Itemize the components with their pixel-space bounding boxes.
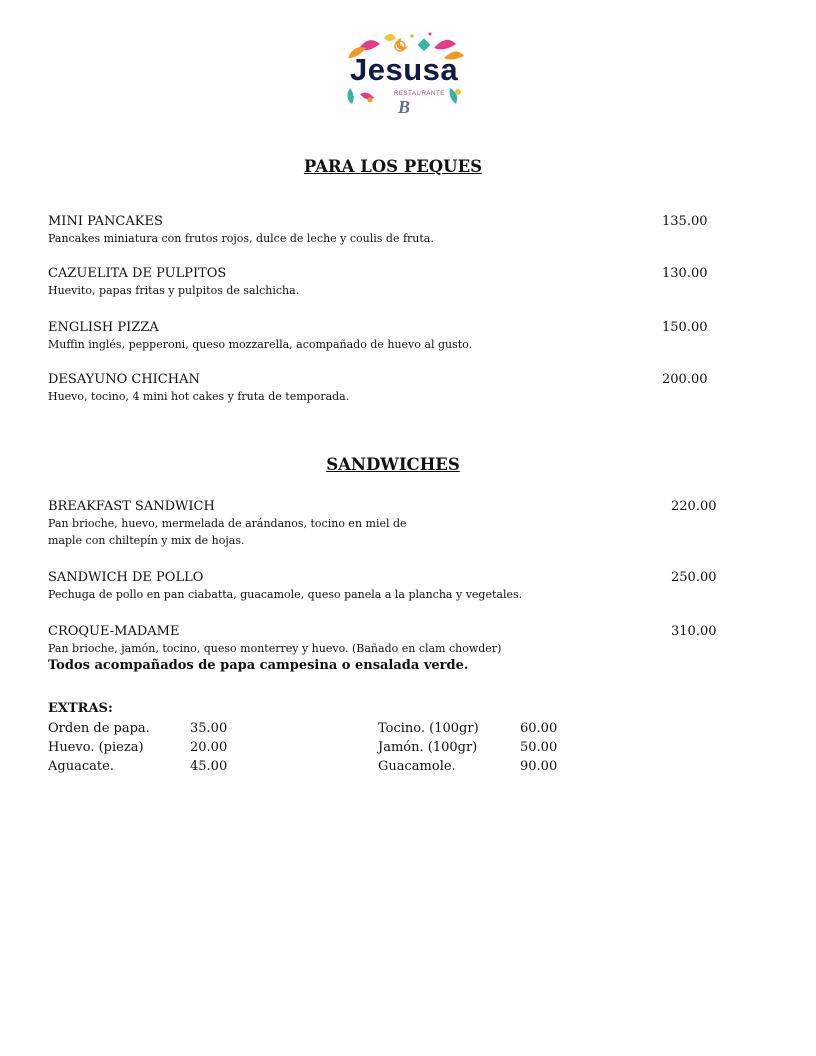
menu-item: [48, 265, 718, 299]
item-name: BREAKFAST SANDWICH: [48, 499, 215, 514]
extra-price: 45.00: [190, 759, 228, 774]
menu-item: [48, 371, 718, 405]
item-description-cont: maple con chiltepín y mix de hojas.: [48, 534, 245, 547]
section-title-peques: PARA LOS PEQUES: [303, 157, 483, 176]
item-price: 250.00: [671, 570, 717, 585]
item-description: Huevo, tocino, 4 mini hot cakes y fruta de temporada.: [48, 390, 350, 403]
item-price: 220.00: [671, 499, 717, 514]
extras-left-prices: [190, 719, 227, 776]
extra-price: 90.00: [520, 759, 558, 774]
extras-left-names: [48, 719, 150, 776]
item-name: MINI PANCAKES: [48, 214, 163, 229]
item-price: 310.00: [671, 624, 717, 639]
menu-item: [48, 213, 718, 247]
extra-price: 50.00: [520, 740, 558, 755]
item-name: ENGLISH PIZZA: [48, 320, 159, 335]
item-description: Pancakes miniatura con frutos rojos, dulce de leche y coulis de fruta.: [48, 232, 434, 245]
item-price: 200.00: [662, 372, 708, 387]
menu-item: [48, 319, 718, 353]
extras-right-prices: [520, 719, 557, 776]
item-name: CAZUELITA DE PULPITOS: [48, 266, 227, 281]
sides-note: Todos acompañados de papa campesina o ensalada verde.: [48, 658, 469, 673]
item-price: 135.00: [662, 214, 708, 229]
section-title-sandwiches: SANDWICHES: [326, 455, 460, 474]
item-name: DESAYUNO CHICHAN: [48, 372, 200, 387]
logo-mark: B: [398, 97, 411, 117]
extra-name: Aguacate.: [48, 759, 114, 774]
extra-name: Orden de papa.: [48, 721, 150, 736]
extra-price: 35.00: [190, 721, 228, 736]
item-description: Pan brioche, huevo, mermelada de arándanos, tocino en miel de: [48, 517, 407, 530]
logo-subtitle: RESTAURANTE: [394, 91, 445, 97]
extra-price: 60.00: [520, 721, 558, 736]
menu-item: [48, 498, 718, 549]
extra-name: Tocino. (100gr): [378, 721, 479, 736]
extra-name: Huevo. (pieza): [48, 740, 144, 755]
item-description: Pan brioche, jamón, tocino, queso monterrey y huevo. (Bañado en clam chowder): [48, 642, 502, 655]
extras-title: EXTRAS:: [48, 701, 113, 716]
extras-right-names: [378, 719, 479, 776]
item-name: CROQUE-MADAME: [48, 624, 180, 639]
menu-item: [48, 623, 718, 657]
item-description: Pechuga de pollo en pan ciabatta, guacamole, queso panela a la plancha y vegetales.: [48, 588, 523, 601]
item-price: 130.00: [662, 266, 708, 281]
restaurant-logo: [340, 28, 468, 120]
item-description: Huevito, papas fritas y pulpitos de salchicha.: [48, 284, 300, 297]
logo-wordmark: Jesusa: [350, 52, 459, 87]
menu-item: [48, 569, 718, 603]
item-name: SANDWICH DE POLLO: [48, 570, 204, 585]
extra-name: Jamón. (100gr): [378, 740, 478, 755]
extra-price: 20.00: [190, 740, 228, 755]
item-description: Muffin inglés, pepperoni, queso mozzarella, acompañado de huevo al gusto.: [48, 338, 473, 351]
extra-name: Guacamole.: [378, 759, 456, 774]
item-price: 150.00: [662, 320, 708, 335]
